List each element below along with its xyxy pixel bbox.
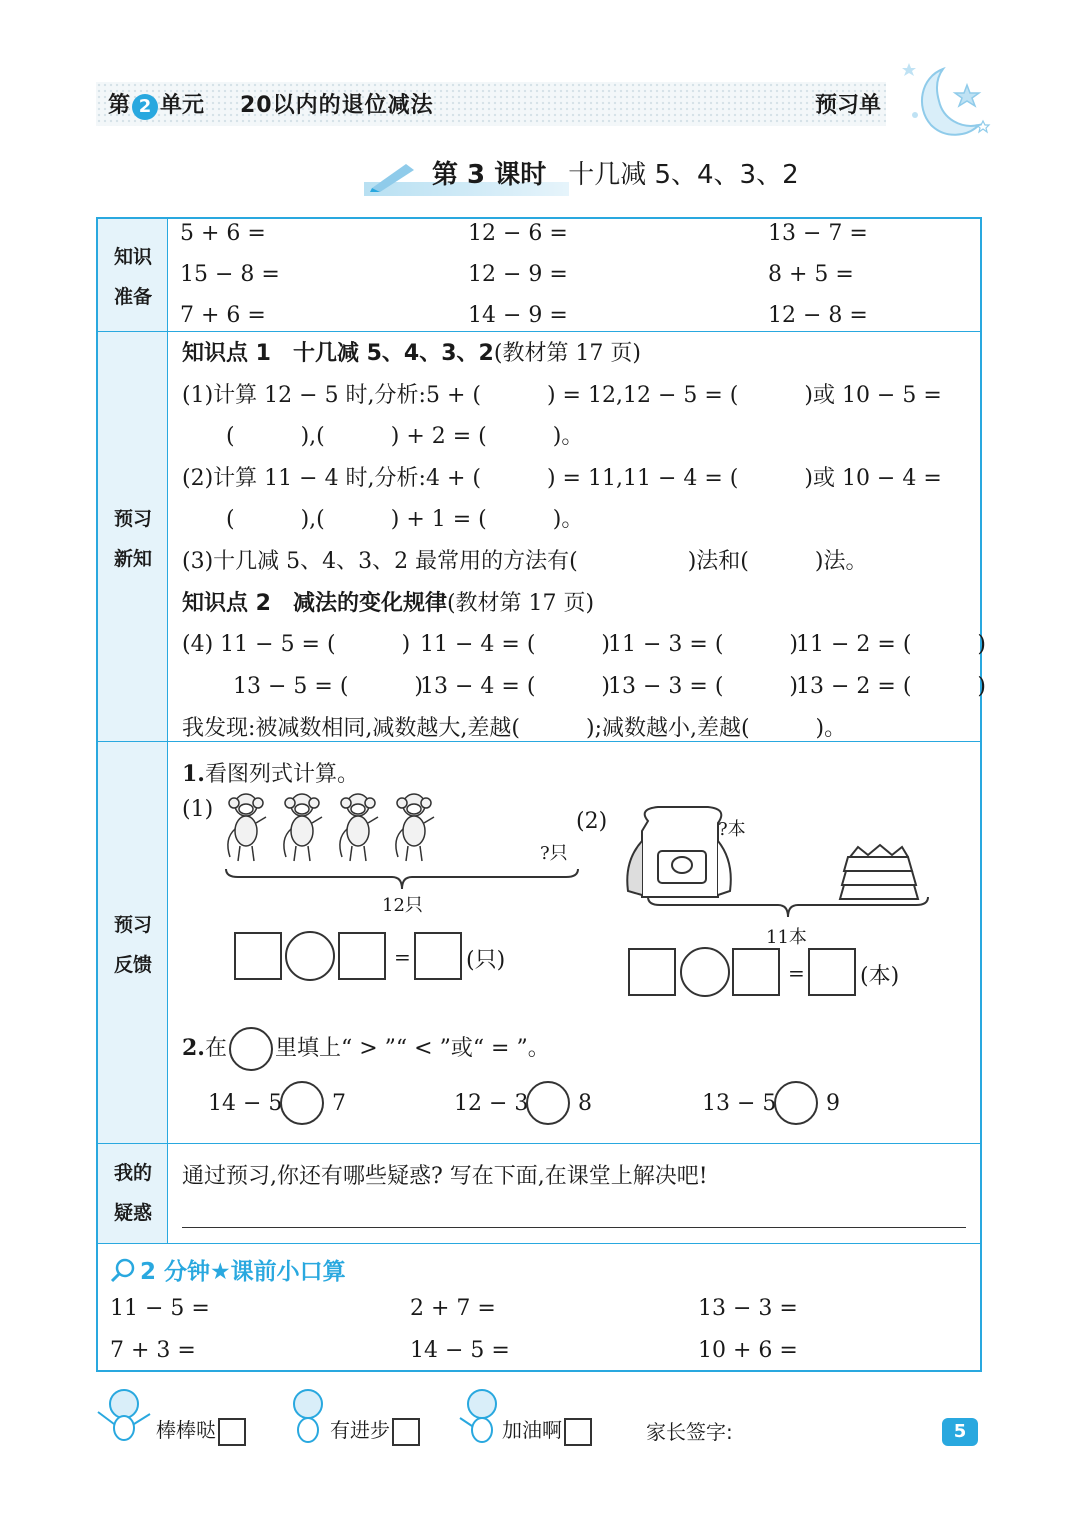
worksheet-table	[96, 217, 986, 1372]
brace-bracket	[646, 895, 932, 921]
question-4-item: 13 − 4 = ( )	[420, 674, 610, 699]
compare-circle[interactable]	[280, 1081, 324, 1125]
question-1-line1: (1)计算 12 − 5 时,分析:5 + ( ) = 12,12 − 5 = ( )或 10 − 5 =	[182, 383, 942, 408]
compare-circle[interactable]	[774, 1081, 818, 1125]
question-4-item: (4) 11 − 5 = ( )	[182, 632, 411, 657]
prep-item: 12 − 6 =	[468, 221, 568, 246]
sheet-type: 预习单	[815, 93, 882, 118]
problem-2-label: (2)	[576, 809, 608, 834]
question-1-line2: ( ),( ) + 2 = ( )。	[226, 424, 584, 449]
problem-1-total: 12只	[382, 895, 423, 916]
mental-math-item: 11 − 5 =	[110, 1296, 210, 1321]
mental-math-title: 2 分钟★课前小口算	[140, 1259, 346, 1285]
answer-box[interactable]	[338, 932, 386, 980]
equals-sign: =	[394, 945, 411, 969]
badge-keep-going-checkbox[interactable]	[564, 1418, 592, 1446]
example-circle-icon	[229, 1027, 273, 1071]
question-4-item: 13 − 5 = ( )	[233, 674, 423, 699]
badge-keep-going: 加油啊	[502, 1414, 592, 1446]
compare-left: 13 − 5	[702, 1091, 777, 1116]
unit-number-badge: 2	[132, 94, 158, 120]
cartoon-boy-icon	[92, 1384, 154, 1446]
problem-1-question: ?只	[540, 843, 568, 864]
answer-box[interactable]	[414, 932, 462, 980]
compare-right: 9	[826, 1091, 840, 1116]
problem-2-unit: (本)	[860, 964, 900, 989]
prep-item: 13 − 7 =	[768, 221, 868, 246]
operator-circle[interactable]	[680, 947, 730, 997]
lesson-subtitle: 十几减 5、4、3、2	[568, 160, 799, 190]
knowledge-point-2: 知识点 2 减法的变化规律(教材第 17 页)	[182, 591, 595, 616]
compare-left: 12 − 3	[454, 1091, 529, 1116]
mental-math-item: 14 − 5 =	[410, 1338, 510, 1363]
pencil-icon	[368, 160, 418, 192]
compare-right: 8	[578, 1091, 592, 1116]
badge-great-checkbox[interactable]	[218, 1418, 246, 1446]
divider	[98, 1243, 980, 1244]
parent-signature-label: 家长签字:	[646, 1420, 733, 1444]
question-4-item: 13 − 3 = ( )	[608, 674, 798, 699]
page-number: 5	[942, 1418, 978, 1446]
answer-box[interactable]	[234, 932, 282, 980]
prep-item: 7 + 6 =	[180, 303, 266, 328]
magnifier-icon	[110, 1257, 136, 1283]
problem-1-unit: (只)	[466, 948, 506, 973]
lesson-title: 第 3 课时 十几减 5、4、3、2	[432, 160, 799, 190]
compare-left: 14 − 5	[208, 1091, 283, 1116]
question-4-item: 11 − 3 = ( )	[608, 632, 798, 657]
brace-bracket	[224, 867, 580, 893]
compare-right: 7	[332, 1091, 346, 1116]
discovery-statement: 我发现:被减数相同,减数越大,差越( );减数越小,差越( )。	[182, 716, 847, 741]
section-label-doubts: 我的 疑惑	[113, 1162, 152, 1224]
task-1-heading: 1.看图列式计算。	[182, 761, 359, 787]
answer-box[interactable]	[628, 948, 676, 996]
question-3: (3)十几减 5、4、3、2 最常用的方法有( )法和( )法。	[182, 549, 868, 574]
section-label-feedback: 预习 反馈	[113, 914, 152, 976]
cartoon-boy-icon	[282, 1384, 332, 1446]
answer-box[interactable]	[732, 948, 780, 996]
problem-2-question: ?本	[718, 819, 746, 840]
mental-math-item: 2 + 7 =	[410, 1296, 496, 1321]
divider	[98, 331, 980, 332]
unit-title: 20以内的退位减法	[240, 93, 434, 118]
mental-math-item: 13 − 3 =	[698, 1296, 798, 1321]
header-band	[96, 82, 886, 126]
mental-math-item: 10 + 6 =	[698, 1338, 798, 1363]
question-2-line2: ( ),( ) + 1 = ( )。	[226, 507, 584, 532]
badge-great: 棒棒哒	[156, 1414, 246, 1446]
answer-box[interactable]	[808, 948, 856, 996]
section-label-new: 预习 新知	[113, 508, 152, 570]
prep-item: 12 − 8 =	[768, 303, 868, 328]
doubts-answer-line[interactable]	[182, 1227, 966, 1228]
prep-item: 5 + 6 =	[180, 221, 266, 246]
section-label-prep: 知识 准备	[113, 246, 152, 308]
question-2-line1: (2)计算 11 − 4 时,分析:4 + ( ) = 11,11 − 4 = ( )或 10 − 4 =	[182, 466, 942, 491]
mental-math-item: 7 + 3 =	[110, 1338, 196, 1363]
compare-circle[interactable]	[526, 1081, 570, 1125]
question-4-item: 11 − 4 = ( )	[420, 632, 610, 657]
badge-progress: 有进步	[330, 1414, 420, 1446]
question-4-item: 11 − 2 = ( )	[796, 632, 986, 657]
task-2-heading: 2.在 里填上“ > ”“ < ”或“ = ”。	[182, 1027, 550, 1071]
cartoon-boy-icon	[456, 1384, 506, 1446]
divider	[98, 1143, 980, 1144]
problem-1-label: (1)	[182, 797, 214, 822]
prep-item: 8 + 5 =	[768, 262, 854, 287]
question-4-item: 13 − 2 = ( )	[796, 674, 986, 699]
prep-item: 14 − 9 =	[468, 303, 568, 328]
unit-label: 第 2 单元	[108, 93, 205, 118]
left-label-column	[98, 219, 168, 1243]
moon-stars-icon	[895, 55, 995, 150]
knowledge-point-1: 知识点 1 十几减 5、4、3、2(教材第 17 页)	[182, 341, 642, 366]
problem-2-total: 11本	[766, 927, 807, 948]
monkeys-illustration	[222, 791, 452, 865]
prep-item: 15 − 8 =	[180, 262, 280, 287]
equals-sign: =	[788, 961, 805, 985]
badge-progress-checkbox[interactable]	[392, 1418, 420, 1446]
doubts-prompt: 通过预习,你还有哪些疑惑? 写在下面,在课堂上解决吧!	[182, 1164, 708, 1189]
prep-item: 12 − 9 =	[468, 262, 568, 287]
operator-circle[interactable]	[285, 931, 335, 981]
